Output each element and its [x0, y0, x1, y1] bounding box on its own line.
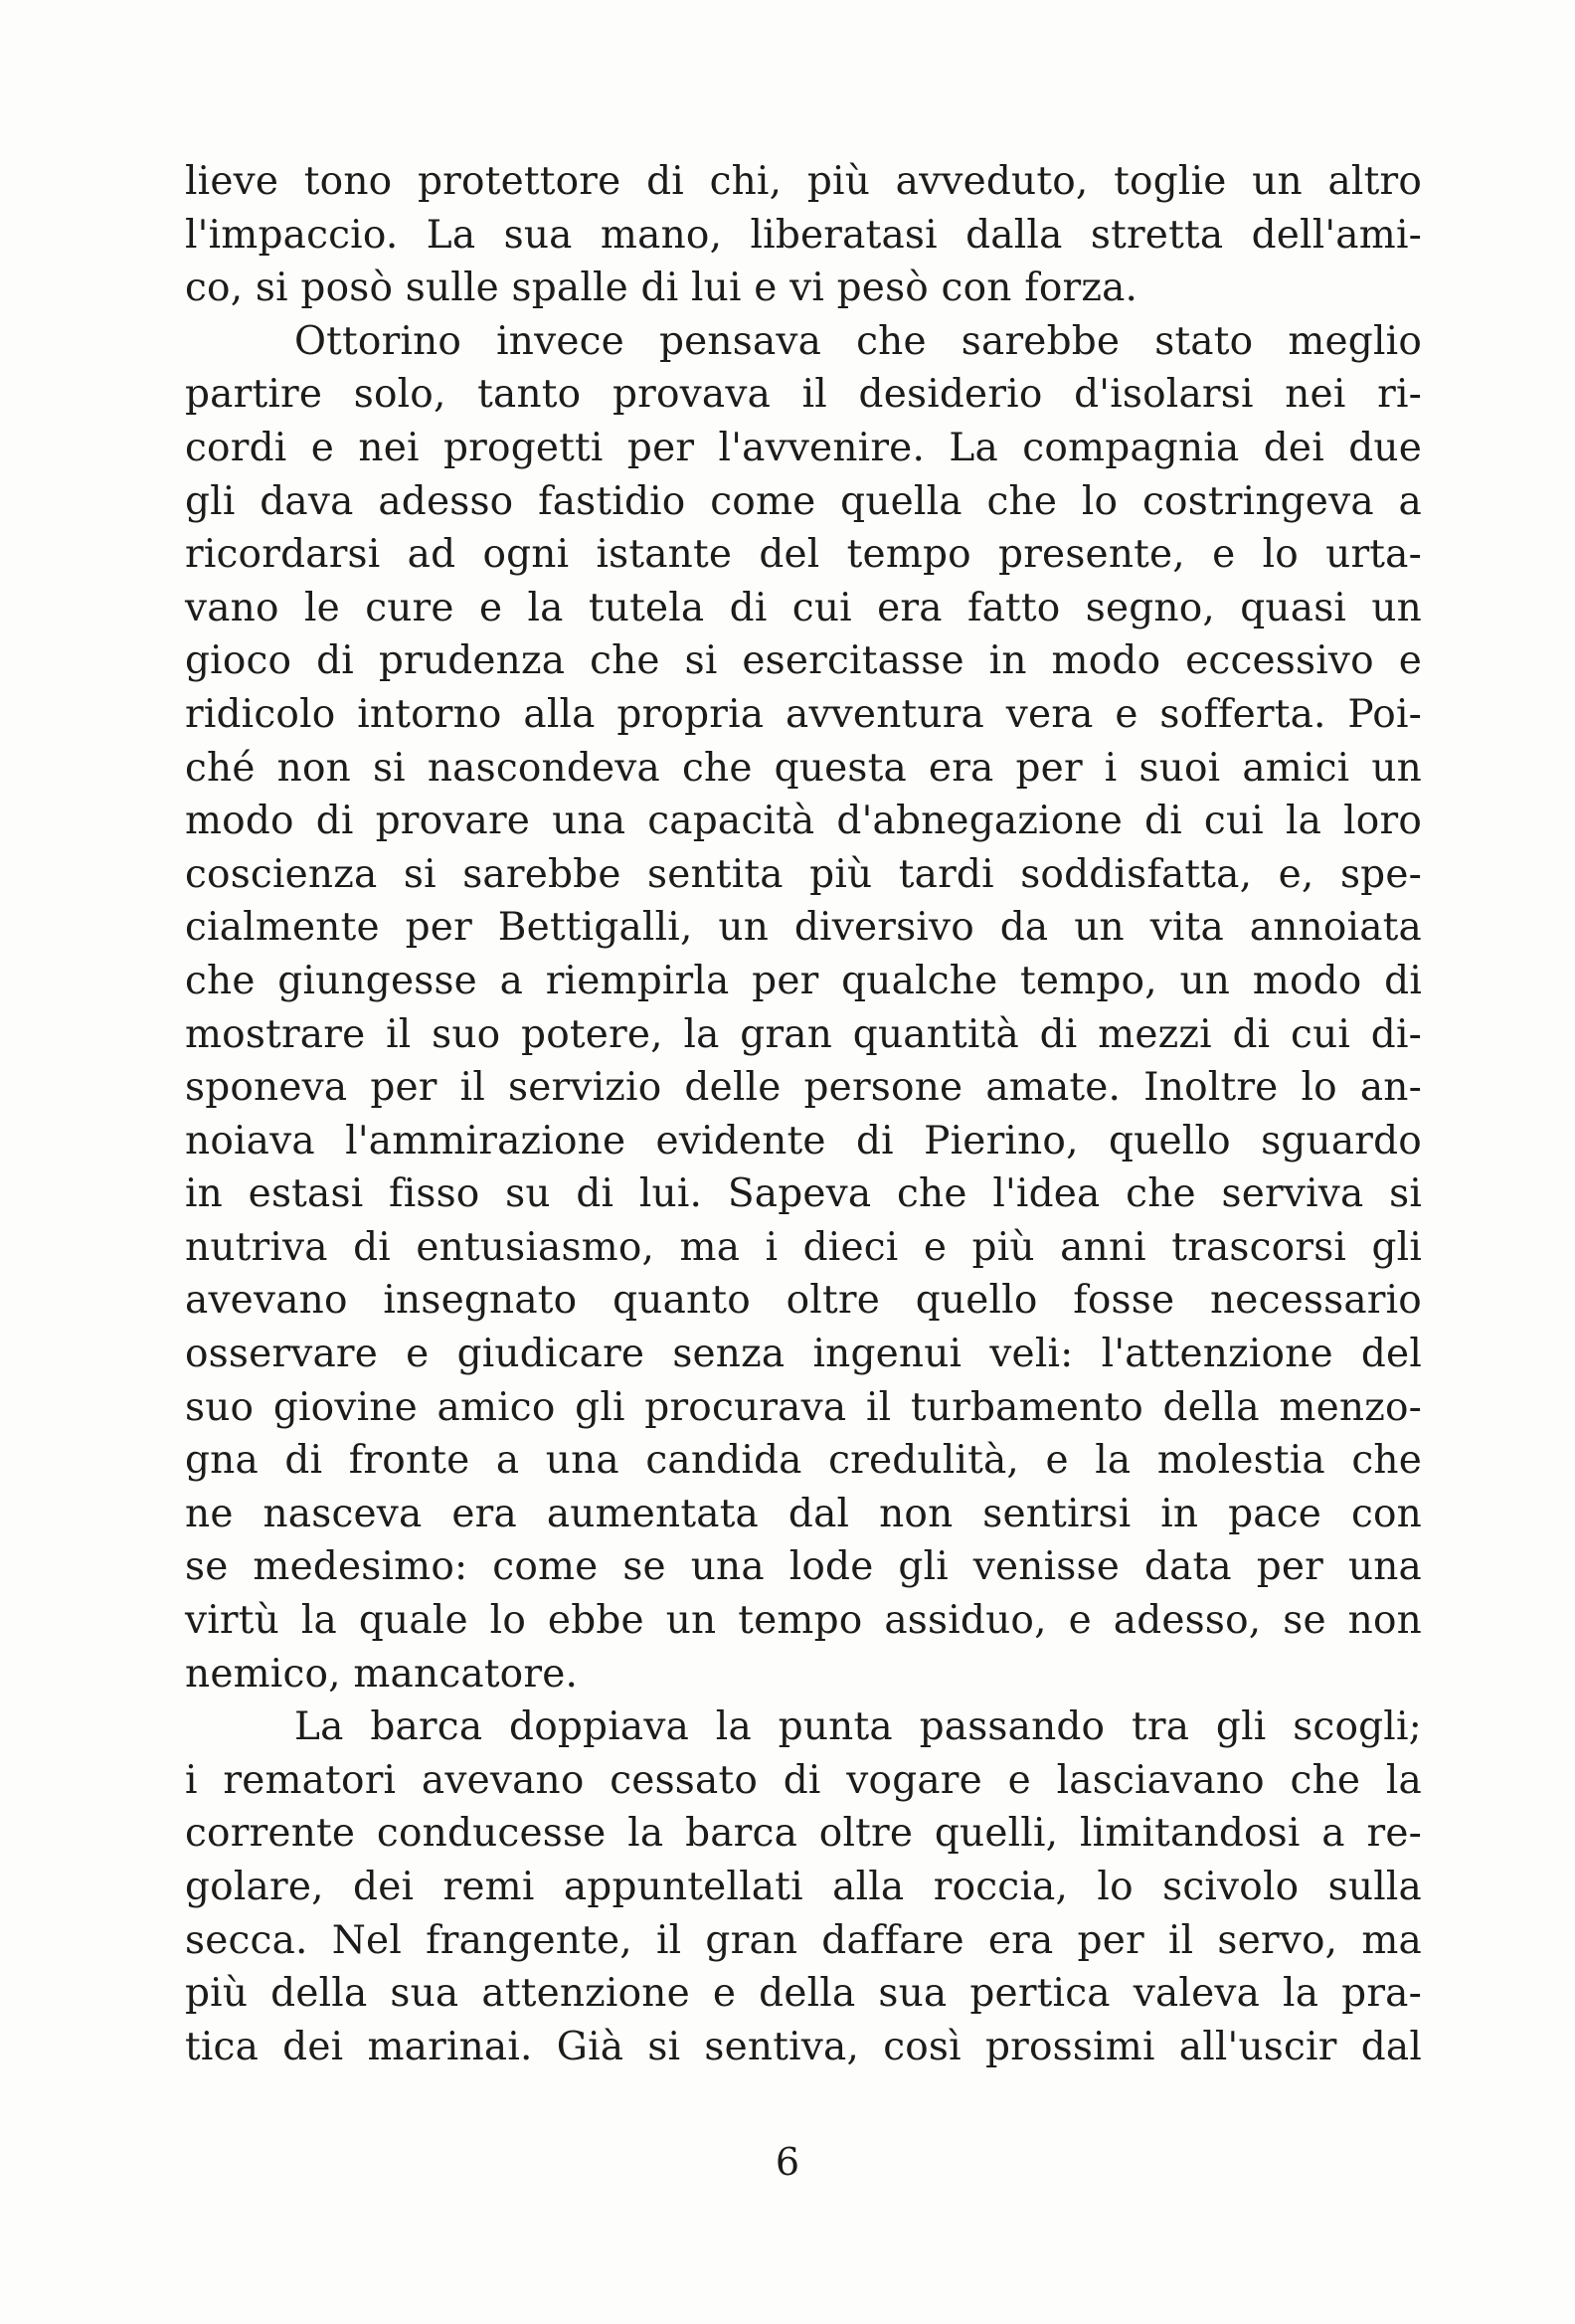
text-line: nemico, mancatore. [185, 1651, 579, 1697]
text-line: partire solo, tanto provava il desiderio d'isolarsi nei ri- [185, 372, 1422, 418]
text-line: se medesimo: come se una lode gli venisse data per una [185, 1544, 1422, 1590]
body-text [185, 155, 1422, 2073]
text-line: in estasi fisso su di lui. Sapeva che l'idea che serviva si [185, 1171, 1422, 1217]
text-line: tica dei marinai. Già si sentiva, così prossimi all'uscir dal [185, 2024, 1422, 2069]
text-line: cordi e nei progetti per l'avvenire. La compagnia dei due [185, 425, 1422, 470]
text-line: corrente conducesse la barca oltre quelli, limitandosi a re- [185, 1811, 1422, 1857]
text-line: modo di provare una capacità d'abnegazione di cui la loro [185, 799, 1422, 844]
text-line: che giungesse a riempirla per qualche tempo, un modo di [185, 958, 1422, 1003]
text-line: sponeva per il servizio delle persone amate. Inoltre lo an- [185, 1065, 1422, 1111]
text-line: avevano insegnato quanto oltre quello fosse necessario [185, 1278, 1422, 1324]
text-line: noiava l'ammirazione evidente di Pierino, quello sguardo [185, 1118, 1422, 1163]
page-number: 6 [775, 2140, 800, 2184]
text-line: l'impaccio. La sua mano, liberatasi dalla stretta dell'ami- [185, 212, 1422, 258]
text-line: golare, dei remi appuntellati alla roccia, lo scivolo sulla [185, 1865, 1422, 1909]
text-line: nutriva di entusiasmo, ma i dieci e più anni trascorsi gli [185, 1224, 1422, 1270]
text-line: ridicolo intorno alla propria avventura vera e sofferta. Poi- [185, 691, 1422, 737]
text-line: ne nasceva era aumentata dal non sentirsi in pace con [185, 1491, 1422, 1536]
text-line: mostrare il suo potere, la gran quantità di mezzi di cui di- [185, 1011, 1422, 1057]
text-line: gioco di prudenza che si esercitasse in modo eccessivo e [185, 638, 1422, 684]
text-line: gli dava adesso fastidio come quella che lo costringeva a [185, 478, 1422, 524]
text-line: più della sua attenzione e della sua pertica valeva la pra- [185, 1971, 1422, 2017]
text-line: cialmente per Bettigalli, un diversivo da un vita annoiata [185, 905, 1422, 951]
text-line: La barca doppiava la punta passando tra gli scogli; [294, 1704, 1422, 1750]
text-line: co, si posò sulle spalle di lui e vi pesò con forza. [185, 266, 1138, 311]
text-line: suo giovine amico gli procurava il turbamento della menzo- [185, 1384, 1422, 1430]
text-line: osservare e giudicare senza ingenui veli: l'attenzione del [185, 1332, 1422, 1377]
text-line: virtù la quale lo ebbe un tempo assiduo, e adesso, se non [185, 1598, 1422, 1644]
text-line: i rematori avevano cessato di vogare e lasciavano che la [185, 1757, 1422, 1803]
text-line: vano le cure e la tutela di cui era fatto segno, quasi un [185, 585, 1422, 630]
text-line: ricordarsi ad ogni istante del tempo presente, e lo urta- [185, 532, 1422, 578]
text-line: gna di fronte a una candida credulità, e la molestia che [185, 1438, 1422, 1484]
text-line: coscienza si sarebbe sentita più tardi soddisfatta, e, spe- [185, 851, 1422, 897]
text-line: ché non si nascondeva che questa era per i suoi amici un [185, 745, 1422, 791]
text-line: Ottorino invece pensava che sarebbe stato meglio [294, 318, 1422, 364]
text-line: secca. Nel frangente, il gran daffare era per il servo, ma [185, 1917, 1422, 1963]
text-line: lieve tono protettore di chi, più avveduto, toglie un altro [185, 159, 1422, 204]
